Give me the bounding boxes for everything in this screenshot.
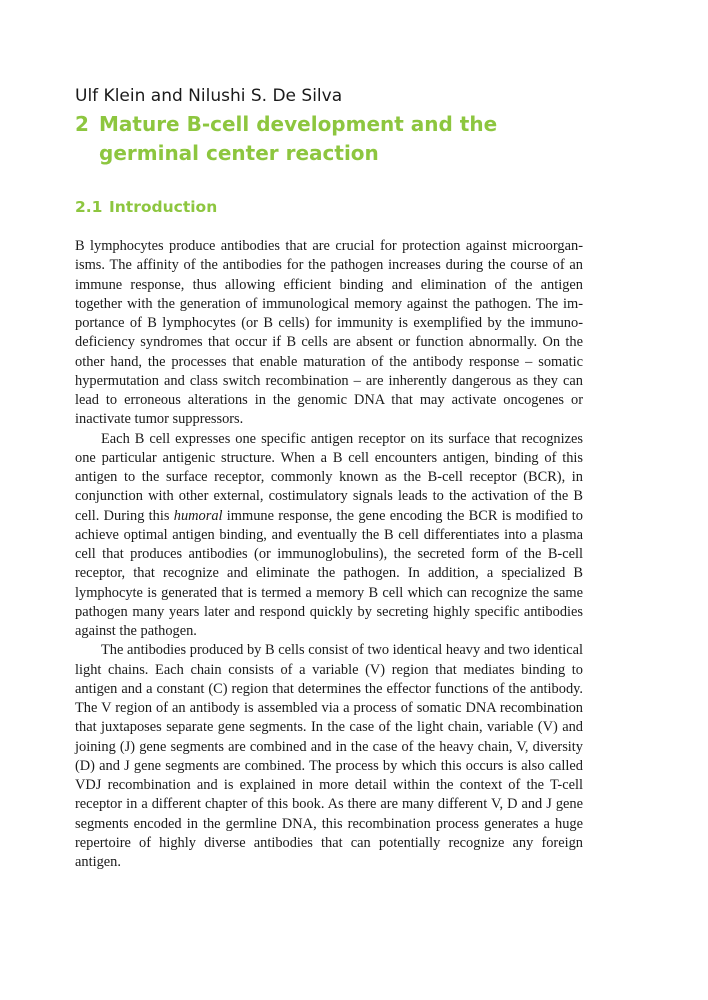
chapter-number: 2	[75, 112, 89, 136]
section-title-text: Introduction	[109, 198, 218, 216]
chapter-authors: Ulf Klein and Nilushi S. De Silva	[75, 86, 343, 106]
paragraph: B lymphocytes produce antibodies that are crucial for protection against microorganisms. The affinity of the antibodies for the pathogen increases during the course of an immune response, thus allowing efficient binding and elimination of the antigen together with the generation of immunological memory against the pathogen. The importance of B lymphocytes (or B cells) for immunity is exemplified by the immunodeficiency syndromes that occur if B cells are absent or function abnormally. On the other hand, the processes that enable maturation of the antibody response – somatic hypermutation and class switch recombination – are inherently dangerous as they can lead to erroneous alterations in the genomic DNA that may activate oncogenes or inactivate tumor suppressors.	[75, 238, 583, 428]
chapter-title	[75, 110, 583, 168]
chapter-title-text: Mature B-cell development and the germinal center reaction	[99, 112, 498, 165]
body-text	[75, 237, 583, 872]
emphasis-text: humoral	[173, 507, 223, 524]
section-heading	[75, 198, 217, 216]
paragraph	[75, 430, 583, 642]
section-number: 2.1	[75, 198, 103, 216]
paragraph-text: immune response, the gene encoding the BCR is modified to achieve optimal antigen binding, and eventually the B cell differentiates into a plasma cell that produces antibodies (or immunoglobulins), the secreted form of the B-cell receptor, that recognize and eliminate the pathogen. In addition, a specialized B lymphocyte is generated that is termed a memory B cell which can recognize the same pathogen many years later and respond quickly by secreting highly specific antibodies against the pathogen.	[75, 507, 583, 639]
paragraph: The antibodies produced by B cells consist of two identical heavy and two identical light chains. Each chain consists of a variable (V) region that mediates binding to antigen and a constant (C) region that determines the effector functions of the antibody. The V region of an antibody is assembled via a process of somatic DNA recombination that juxtaposes separate gene segments. In the case of the light chain, variable (V) and joining (J) gene segments are combined and in the case of the heavy chain, V, diversity (D) and J gene segments are combined. The process by which this occurs is also called VDJ recombination and is explained in more detail within the context of the T-cell receptor in a different chapter of this book. As there are many different V, D and J gene segments encoded in the germline DNA, this recombination process generates a huge repertoire of highly diverse antibodies that can potentially recognize any foreign antigen.	[75, 642, 583, 870]
paragraph-text: Each B cell expresses one specific antigen receptor on its surface that recognizes one particular antigenic structure. When a B cell encounters antigen, binding of this antigen to the surface receptor, commonly known as the B-cell receptor (BCR), in conjunction with other external, costimulatory signals leads to the activation of the B cell. During this	[75, 430, 583, 524]
